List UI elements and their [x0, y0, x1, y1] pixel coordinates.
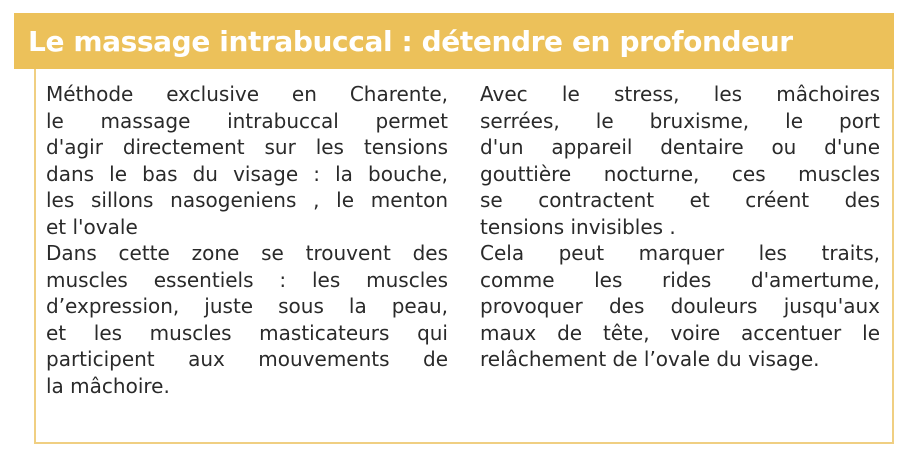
left-text-line: participent aux mouvements de: [46, 347, 448, 371]
left-text-line: les sillons nasogeniens , le menton: [46, 188, 448, 212]
right-column: [480, 81, 880, 373]
left-text-line: et l'ovale: [46, 214, 138, 239]
right-text-line: maux de tête, voire accentuer le: [480, 320, 880, 345]
left-text-line: muscles essentiels : les muscles: [46, 267, 448, 292]
left-column: [46, 81, 448, 399]
right-text-line: se contractent et créent des: [480, 188, 880, 212]
right-text-line: d'un appareil dentaire ou d'une: [480, 135, 880, 159]
left-text-line: dans le bas du visage : la bouche,: [46, 161, 448, 186]
left-text-line: Méthode exclusive en Charente,: [46, 82, 448, 106]
section-header: [14, 13, 894, 69]
right-text-line: provoquer des douleurs jusqu'aux: [480, 294, 880, 318]
right-text-line: Avec le stress, les mâchoires: [480, 82, 880, 106]
right-text-line: serrées, le bruxisme, le port: [480, 108, 880, 133]
left-text-line: la mâchoire.: [46, 373, 170, 398]
left-text-line: d'agir directement sur les tensions: [46, 135, 448, 159]
left-text-line: le massage intrabuccal permet: [46, 108, 448, 133]
content-box: [34, 69, 894, 444]
right-text-line: tensions invisibles .: [480, 214, 676, 239]
right-text-line: Cela peut marquer les traits,: [480, 241, 880, 265]
left-text-line: et les muscles masticateurs qui: [46, 320, 448, 345]
right-text-line: comme les rides d'amertume,: [480, 267, 880, 292]
right-text-line: relâchement de l’ovale du visage.: [480, 347, 820, 371]
right-text-line: gouttière nocturne, ces muscles: [480, 161, 880, 186]
left-text-line: Dans cette zone se trouvent des: [46, 241, 448, 265]
section-title: Le massage intrabuccal : détendre en profondeur: [28, 24, 793, 58]
left-text-line: d’expression, juste sous la peau,: [46, 294, 448, 318]
